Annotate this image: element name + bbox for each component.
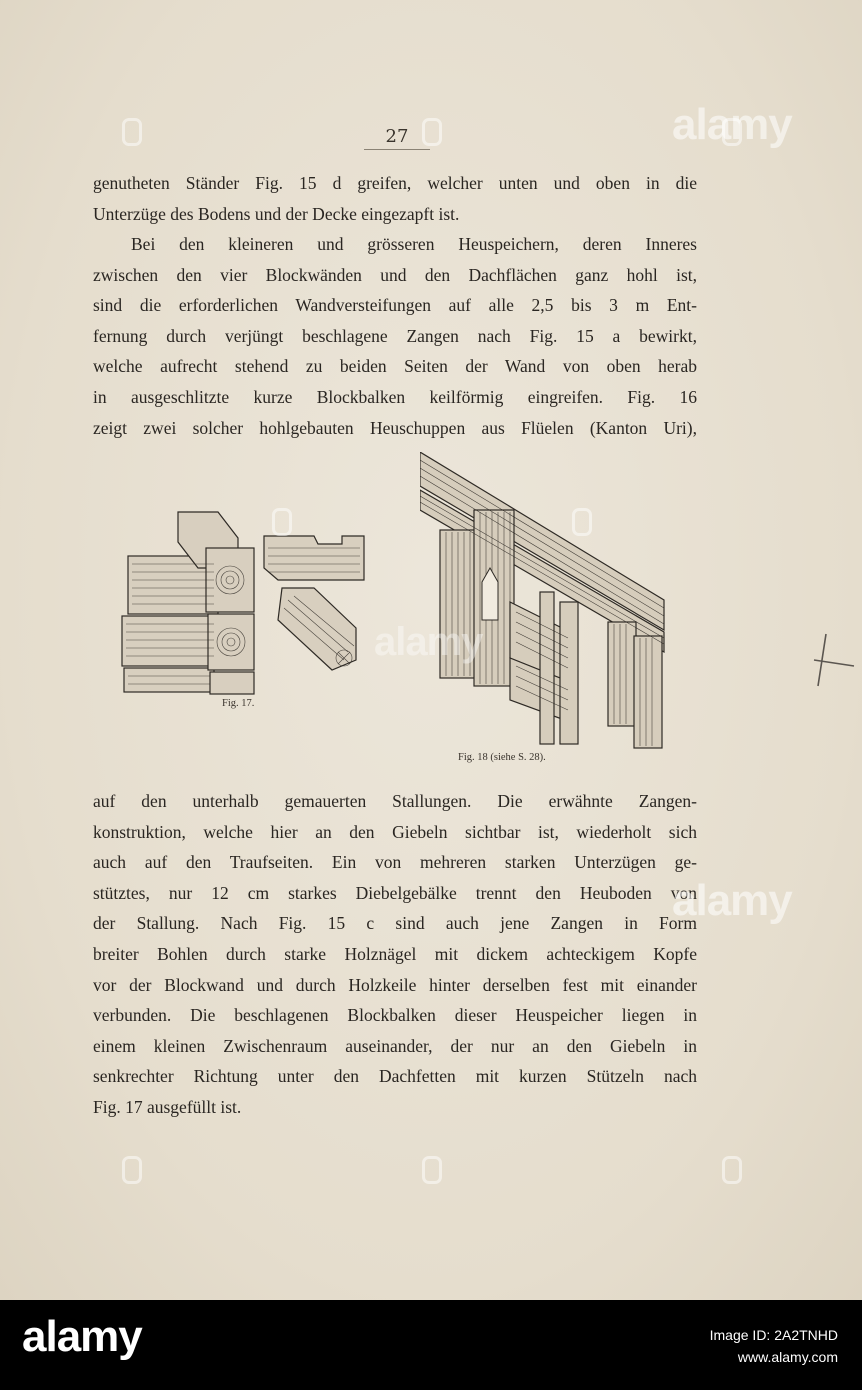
text-line: stütztes, nur 12 cm starkes Diebelgebälke trennt den Heuboden von: [93, 882, 697, 903]
fig-17-illustration: [118, 508, 368, 698]
watermark-icon: [422, 1156, 442, 1184]
watermark-icon: [122, 118, 142, 146]
text-line: sind die erforderlichen Wandversteifungen auf alle 2,5 bis 3 m Ent-: [93, 295, 697, 316]
text-line: auch auf den Traufseiten. Ein von mehreren starken Unterzügen ge-: [93, 852, 697, 873]
watermark-icon: [272, 508, 292, 536]
text-line: Bei den kleineren und grösseren Heuspeichern, deren Inneres: [131, 234, 697, 254]
text-line: zeigt zwei solcher hohlgebauten Heuschuppen aus Flüelen (Kanton Uri),: [93, 417, 697, 438]
watermark-icon: [722, 118, 742, 146]
page-number: 27: [364, 126, 430, 150]
alamy-logo: alamy: [22, 1312, 142, 1361]
watermark: alamy: [672, 876, 792, 925]
site-url: www.alamy.com: [737, 1349, 838, 1365]
text-line: senkrechter Richtung unter den Dachfetten mit kurzen Stützeln nach: [93, 1066, 697, 1087]
text-line: der Stallung. Nach Fig. 15 c sind auch jene Zangen in Form: [93, 913, 697, 934]
text-line: welche aufrecht stehend zu beiden Seiten der Wand von oben herab: [93, 356, 697, 377]
text-line: breiter Bohlen durch starke Holznägel mit dickem achteckigem Kopfe: [93, 943, 697, 964]
watermark-icon: [572, 508, 592, 536]
banner-info: [710, 1324, 838, 1368]
image-id: Image ID: 2A2TNHD: [709, 1327, 838, 1343]
stock-banner: [0, 1300, 862, 1390]
watermark: alamy: [672, 100, 792, 149]
pencil-mark-icon: [812, 630, 858, 690]
text-line: Unterzüge des Bodens und der Decke eingezapft ist.: [93, 203, 460, 224]
text-line: fernung durch verjüngt beschlagene Zangen nach Fig. 15 a bewirkt,: [93, 325, 697, 346]
text-line: verbunden. Die beschlagenen Blockbalken dieser Heuspeicher liegen in: [93, 1005, 697, 1026]
fig-18-illustration: [420, 452, 666, 752]
text-line: auf den unterhalb gemauerten Stallungen. Die erwähnte Zangen-: [93, 791, 697, 811]
watermark-icon: [422, 118, 442, 146]
paragraph-2: [93, 229, 697, 443]
text-line: zwischen den vier Blockwänden und den Dachflächen ganz hohl ist,: [93, 264, 697, 285]
watermark-icon: [122, 1156, 142, 1184]
watermark: alamy: [374, 620, 483, 664]
fig-17-caption: Fig. 17.: [222, 698, 255, 709]
text-line: vor der Blockwand und durch Holzkeile hinter derselben fest mit einander: [93, 974, 697, 995]
paragraph-1: [93, 168, 697, 229]
text-line: konstruktion, welche hier an den Giebeln sichtbar ist, wiederholt sich: [93, 821, 697, 842]
text-line: Fig. 17 ausgefüllt ist.: [93, 1096, 242, 1117]
watermark-icon: [722, 1156, 742, 1184]
paragraph-3: [93, 786, 697, 1123]
fig-18-caption: Fig. 18 (siehe S. 28).: [458, 752, 546, 763]
text-line: in ausgeschlitzte kurze Blockbalken keilförmig eingreifen. Fig. 16: [93, 386, 697, 407]
text-line: einem kleinen Zwischenraum auseinander, der nur an den Giebeln in: [93, 1035, 697, 1056]
text-line: genutheten Ständer Fig. 15 d greifen, welcher unten und oben in die: [93, 173, 697, 193]
